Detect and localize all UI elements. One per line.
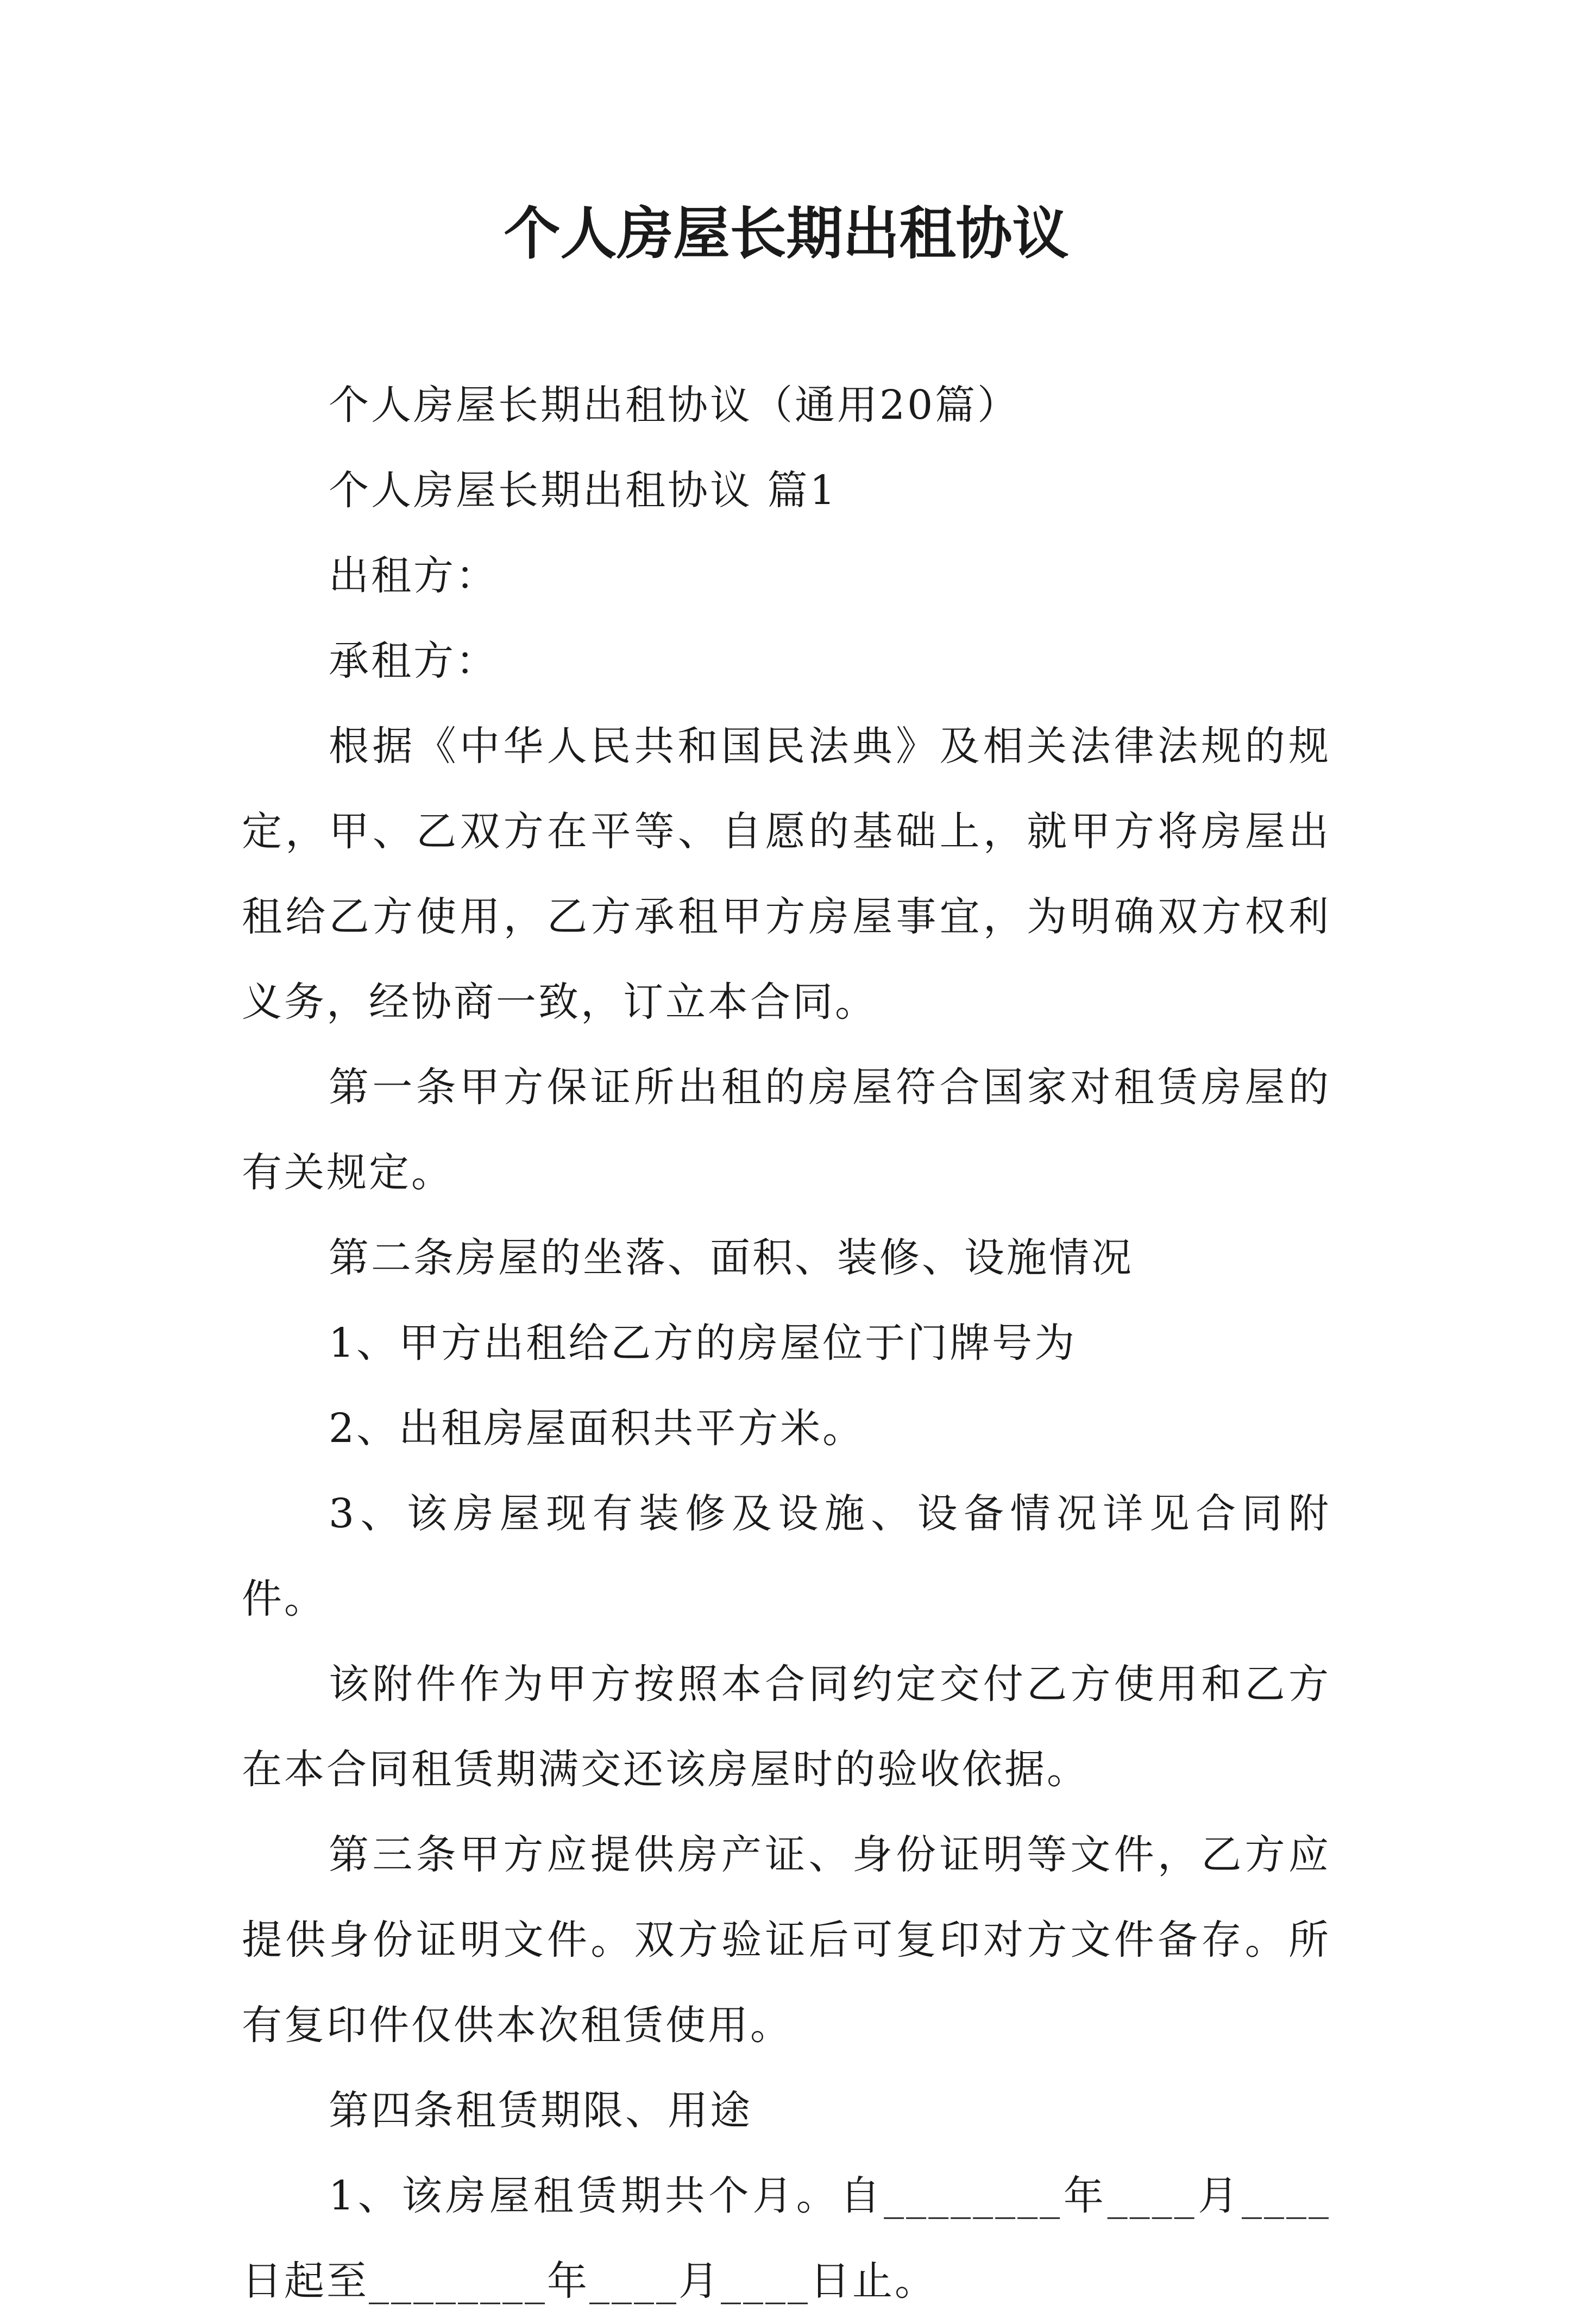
paragraph-article-4: 第四条租赁期限、用途 bbox=[329, 2087, 752, 2134]
paragraph-subtitle: 个人房屋长期出租协议（通用20篇） bbox=[329, 382, 1020, 429]
paragraph-article-1: 第一条甲方保证所出租的房屋符合国家对租赁房屋的有关规定。 bbox=[242, 1064, 1331, 1196]
paragraph-lessor: 出租方： bbox=[329, 552, 498, 599]
paragraph-article-3: 第三条甲方应提供房产证、身份证明等文件，乙方应提供身份证明文件。双方验证后可复印对方文件备存。所有复印件仅供本次租赁使用。 bbox=[242, 1831, 1331, 2049]
document-title: 个人房屋长期出租协议 bbox=[504, 200, 1069, 267]
paragraph-lessee: 承租方： bbox=[329, 638, 498, 684]
paragraph-attachment-note: 该附件作为甲方按照本合同约定交付乙方使用和乙方在本合同租赁期满交还该房屋时的验收依据。 bbox=[242, 1661, 1331, 1793]
paragraph-article-2-item-1: 1、甲方出租给乙方的房屋位于门牌号为 bbox=[329, 1320, 1077, 1366]
document-body bbox=[242, 363, 1331, 2324]
paragraph-article-4-item-1: 1、该房屋租赁期共个月。自________年____月____日起至________年____月____日止。 bbox=[242, 2172, 1331, 2304]
paragraph-article-2-item-2: 2、出租房屋面积共平方米。 bbox=[329, 1405, 865, 1452]
paragraph-article-2-item-3: 3、该房屋现有装修及设施、设备情况详见合同附件。 bbox=[242, 1490, 1331, 1622]
paragraph-article-2: 第二条房屋的坐落、面积、装修、设施情况 bbox=[329, 1235, 1134, 1281]
paragraph-part-heading: 个人房屋长期出租协议 篇1 bbox=[329, 467, 838, 514]
paragraph-preamble: 根据《中华人民共和国民法典》及相关法律法规的规定，甲、乙双方在平等、自愿的基础上，就甲方将房屋出租给乙方使用，乙方承租甲方房屋事宜，为明确双方权利义务，经协商一致，订立本合同。 bbox=[242, 723, 1331, 1025]
